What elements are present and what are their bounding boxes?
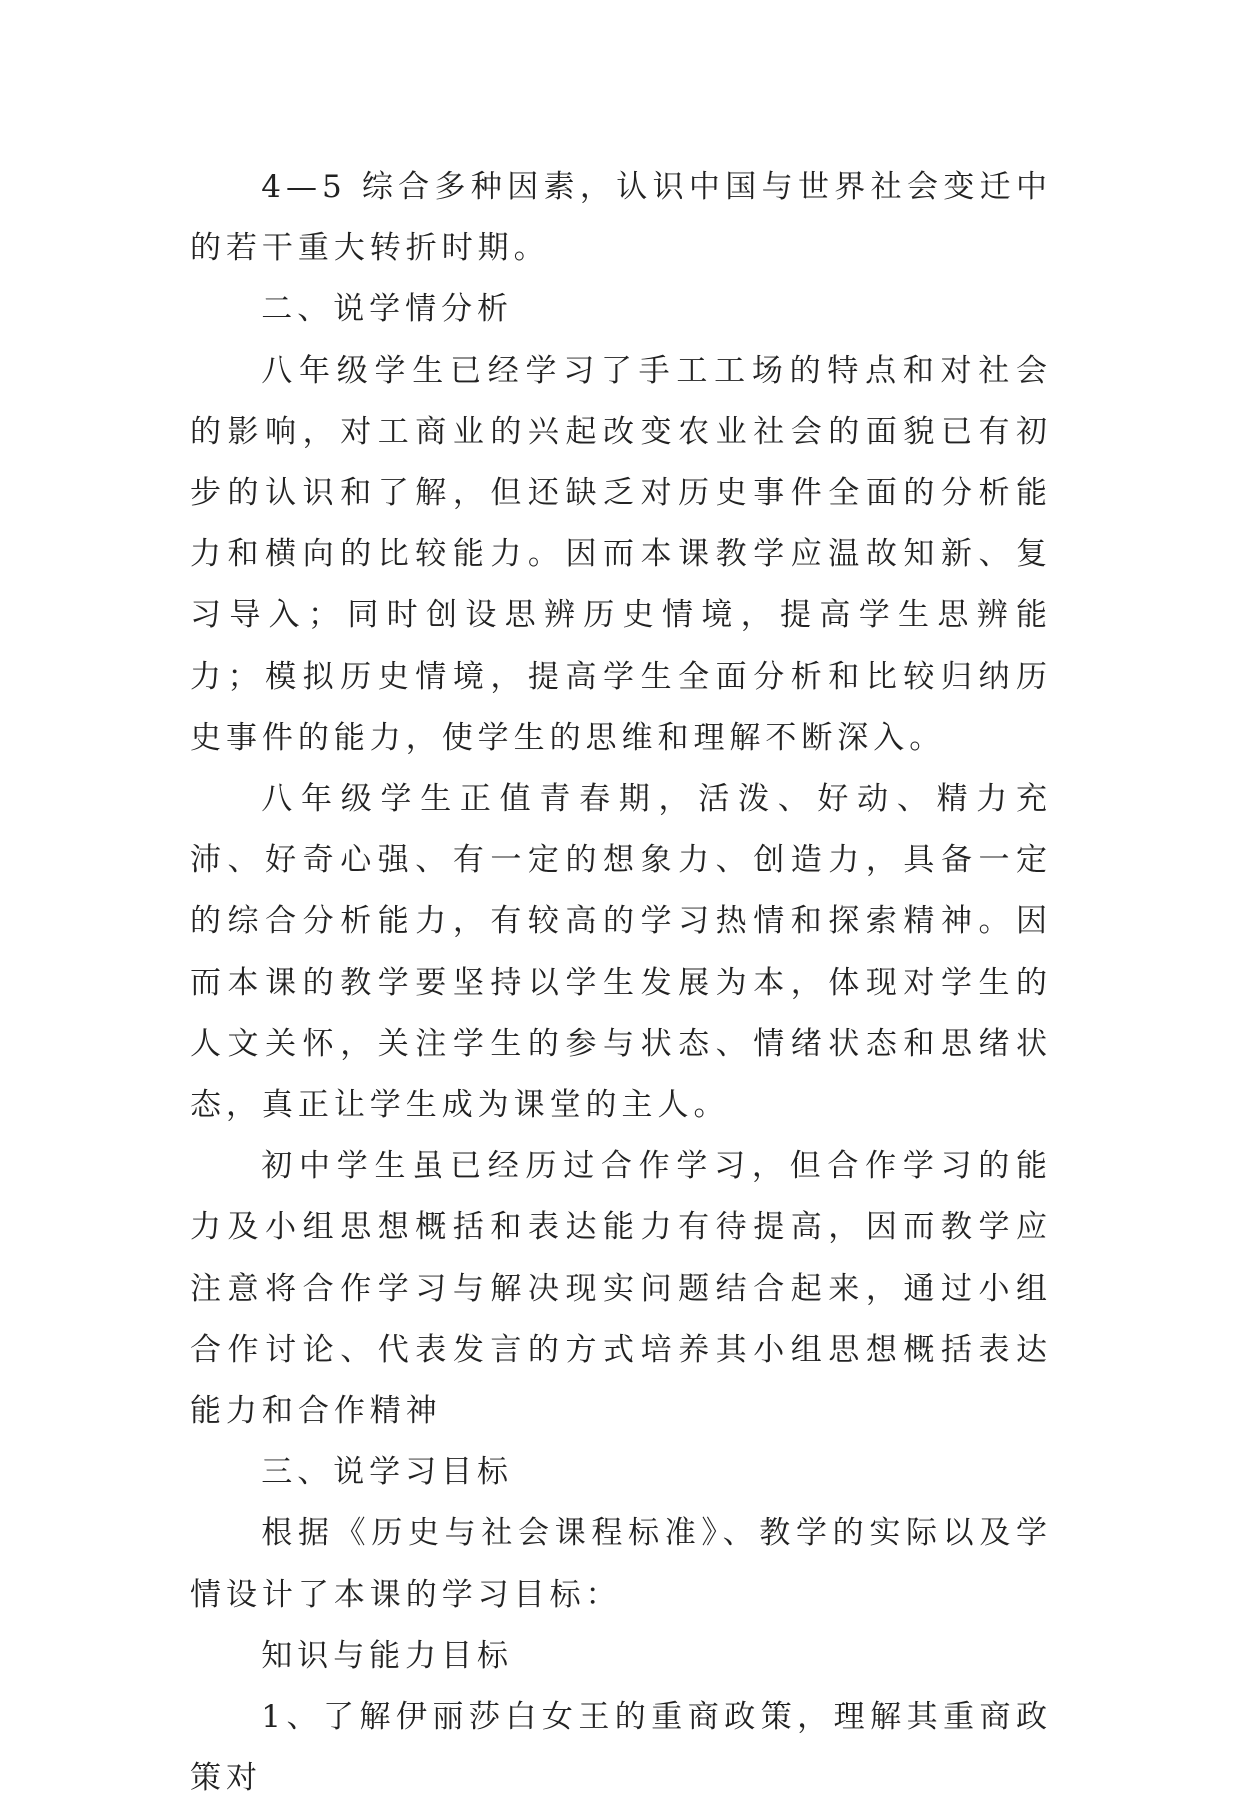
paragraph-cooperative-learning: 初中学生虽已经历过合作学习，但合作学习的能力及小组思想概括和表达能力有待提高，因而教学应注意将合作学习与解决现实问题结合起来，通过小组合作讨论、代表发言的方式培养其小组思想概括表达能力和合作精神 <box>190 1148 1052 1430</box>
section-heading-student-analysis: 二、说学情分析 <box>261 291 514 328</box>
subheading-knowledge-ability: 知识与能力目标 <box>261 1637 514 1674</box>
paragraph-objective-1: 1、了解伊丽莎白女王的重商政策，理解其重商政策对 <box>190 1699 1052 1797</box>
paragraph-student-prior-knowledge: 八年级学生已经学习了手工工场的特点和对社会的影响，对工商业的兴起改变农业社会的面貌已有初步的认识和了解，但还缺乏对历史事件全面的分析能力和横向的比较能力。因而本课教学应温故知新、复习导入；同时创设思辨历史情境，提高学生思辨能力；模拟历史情境，提高学生全面分析和比较归纳历史事件的能力，使学生的思维和理解不断深入。 <box>190 352 1052 756</box>
paragraph-objectives-basis: 根据《历史与社会课程标准》、教学的实际以及学情设计了本课的学习目标： <box>190 1515 1052 1613</box>
paragraph-student-characteristics: 八年级学生正值青春期，活泼、好动、精力充沛、好奇心强、有一定的想象力、创造力，具备一定的综合分析能力，有较高的学习热情和探索精神。因而本课的教学要坚持以学生发展为本，体现对学生的人文关怀，关注学生的参与状态、情绪状态和思绪状态，真正让学生成为课堂的主人。 <box>190 781 1052 1124</box>
document-body <box>190 157 1052 1809</box>
paragraph-standard-4-5: 4—5 综合多种因素，认识中国与世界社会变迁中的若干重大转折时期。 <box>190 169 1052 267</box>
section-heading-learning-objectives: 三、说学习目标 <box>261 1454 514 1491</box>
